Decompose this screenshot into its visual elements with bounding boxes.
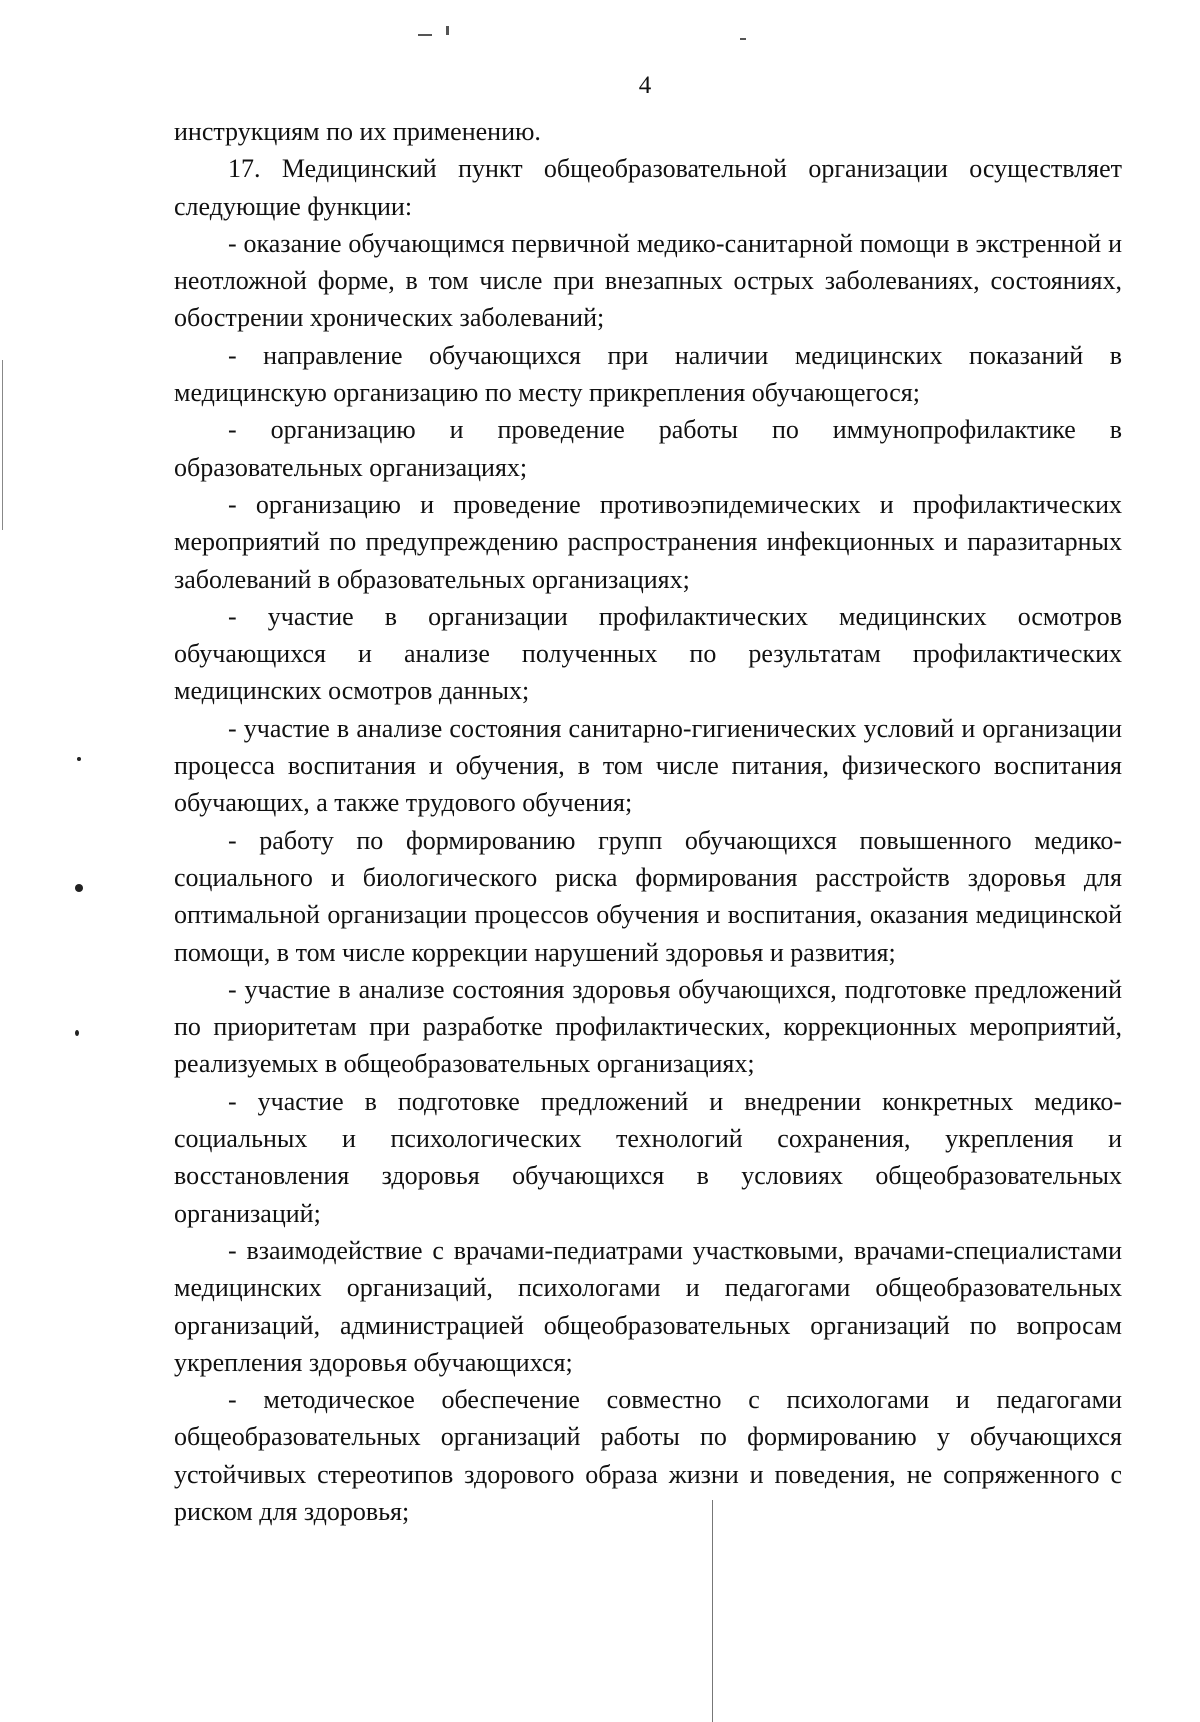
document-body <box>174 113 1122 1530</box>
list-item: - оказание обучающимся первичной медико-санитарной помощи в экстренной и неотложной форме, в том числе при внезапных острых заболеваниях, состояниях, обострении хронических заболеваний; <box>174 228 1122 333</box>
list-item: - участие в анализе состояния здоровья обучающихся, подготовке предложений по приоритетам при разработке профилактических, коррекционных мероприятий, реализуемых в общеобразовательных организациях; <box>174 974 1122 1079</box>
paragraph: инструкциям по их применению. <box>174 117 541 146</box>
scan-dot <box>77 757 81 761</box>
scan-mark <box>446 26 449 35</box>
scan-fold-line <box>712 1500 713 1722</box>
list-item: - организацию и проведение работы по иммунопрофилактике в образовательных организациях; <box>174 415 1122 482</box>
scan-dot <box>75 884 83 892</box>
list-item: - участие в подготовке предложений и внедрении конкретных медико-социальных и психологических технологий сохранения, укрепления и восстановления здоровья обучающихся в условиях общеобразовательных организаций; <box>174 1086 1122 1228</box>
scan-edge-line <box>2 360 3 530</box>
list-item: - работу по формированию групп обучающихся повышенного медико-социального и биологического риска формирования расстройств здоровья для оптимальной организации процессов обучения и воспитания, оказания медицинской помощи, в том числе коррекции нарушений здоровья и развития; <box>174 825 1122 967</box>
scan-mark <box>418 34 432 36</box>
list-item: - участие в анализе состояния санитарно-гигиенических условий и организации процесса воспитания и обучения, в том числе питания, физического воспитания обучающих, а также трудового обучения; <box>174 713 1122 818</box>
list-item: - методическое обеспечение совместно с психологами и педагогами общеобразовательных организаций работы по формированию у обучающихся устойчивых стереотипов здорового образа жизни и поведения, не сопряженного с риском для здоровья; <box>174 1385 1122 1526</box>
page-number: 4 <box>638 72 652 99</box>
list-item: - организацию и проведение противоэпидемических и профилактических мероприятий по предупреждению распространения инфекционных и паразитарных заболеваний в образовательных организациях; <box>174 489 1122 594</box>
scan-mark <box>740 38 746 40</box>
list-item: - участие в организации профилактических медицинских осмотров обучающихся и анализе полученных по результатам профилактических медицинских осмотров данных; <box>174 601 1122 706</box>
scan-dot <box>75 1030 79 1036</box>
list-item: - направление обучающихся при наличии медицинских показаний в медицинскую организацию по месту прикрепления обучающегося; <box>174 340 1122 408</box>
list-item: - взаимодействие с врачами-педиатрами участковыми, врачами-специалистами медицинских организаций, психологами и педагогами общеобразовательных организаций, администрацией общеобразовательных организаций по вопросам укрепления здоровья обучающихся; <box>174 1235 1122 1377</box>
paragraph-clause-17: 17. Медицинский пункт общеобразовательной организации осуществляет следующие функции: <box>174 154 1122 221</box>
